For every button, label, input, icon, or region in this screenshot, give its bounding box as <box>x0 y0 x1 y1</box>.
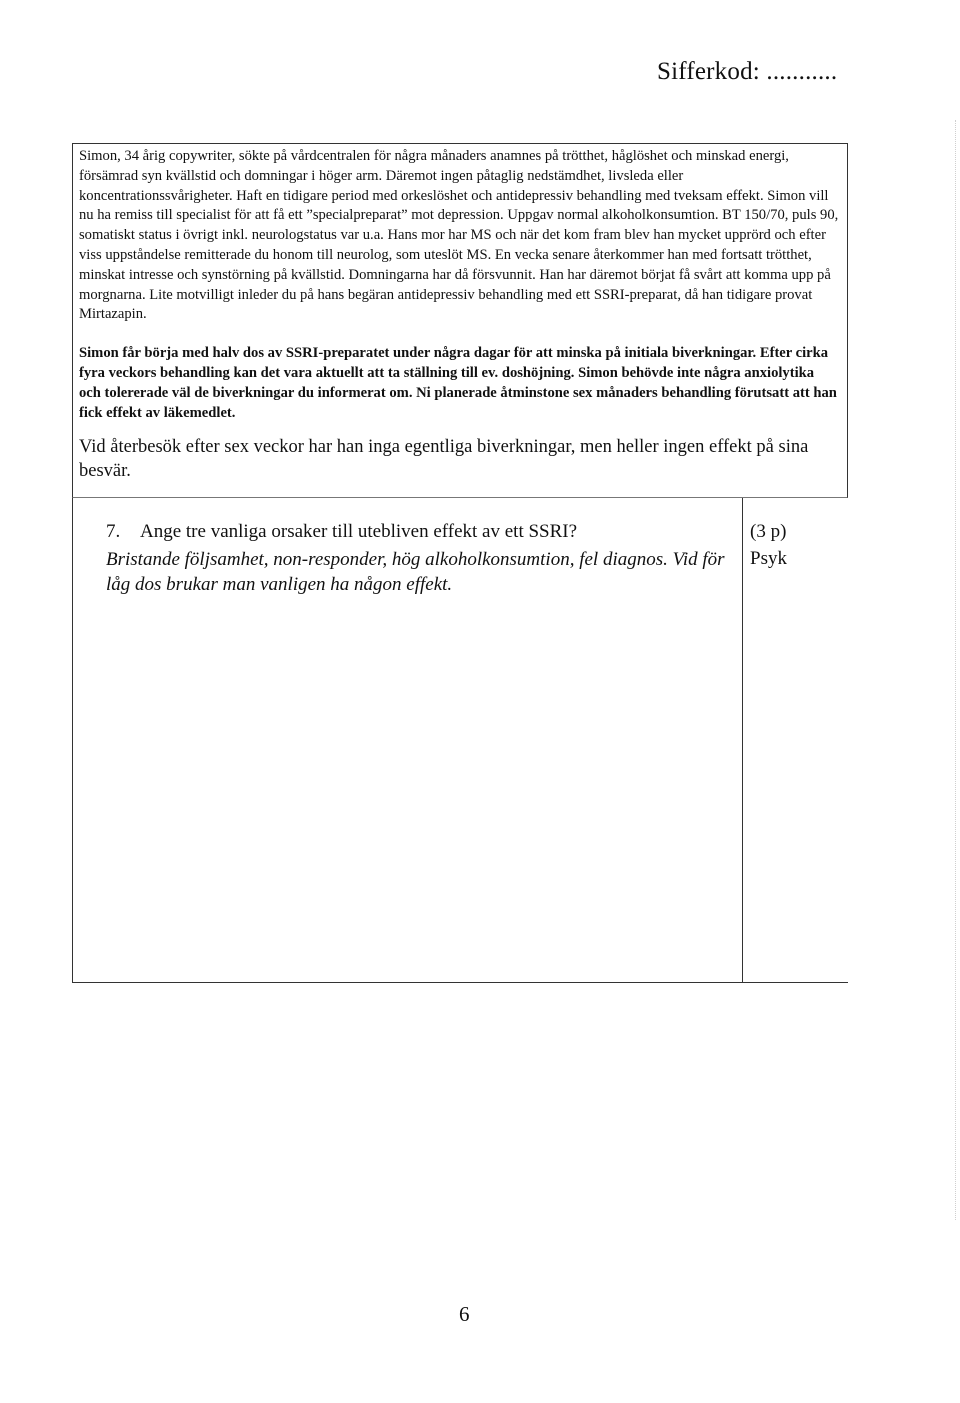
question-points: (3 p) <box>750 521 787 542</box>
sifferkod-label: Sifferkod: ........... <box>657 58 838 85</box>
case-paragraph-history: Simon, 34 årig copywriter, sökte på vårdcentralen för några månaders anamnes på trötthet, håglöshet och minskad energi, försämrad syn kvällstid och domningar i höger arm. Däremot ingen påtaglig nedstämdhet, livsleda eller koncentrationssvårigheter. Haft en tidigare period med orkeslöshet och antidepressiv behandling med tveksam effekt. Simon vill nu ha remiss till specialist för att få ett ”specialpreparat” mot depression. Uppgav normal alkoholkonsumtion. BT 150/70, puls 90, somatiskt status i övrigt inkl. neurologstatus var u.a. Hans mor har MS och när det kom fram blev han mycket upprörd och efter viss uppståndelse remitterade du honom till neurolog, som uteslöt MS. En vecka senare återkommer han med fortsatt trötthet, minskat intresse och synstörning på kvällstid. Domningarna har då försvunnit. Han har däremot börjat få svårt att komma upp på morgnarna. Lite motvilligt inleder du på hans begäran antidepressiv behandling med ett SSRI-preparat, då han tidigare provat Mirtazapin. <box>79 148 839 323</box>
page-number: 6 <box>459 1302 470 1326</box>
case-paragraph-treatment: Simon får börja med halv dos av SSRI-preparatet under några dagar för att minska på initiala biverkningar. Efter cirka fyra veckors behandling kan det vara aktuellt att ta ställning till ev. doshöjning. Simon behövde inte några anxiolytika och tolererade väl de biverkningar du informerat om. Ni planerade åtminstone sex månaders behandling förutsatt att han fick effekt av läkemedlet. <box>79 345 837 421</box>
question-text: Ange tre vanliga orsaker till utebliven effekt av ett SSRI? <box>140 521 578 542</box>
question-subject: Psyk <box>750 548 787 569</box>
question-7 <box>106 520 736 544</box>
case-description-box <box>72 143 848 498</box>
case-paragraph-followup: Vid återbesök efter sex veckor har han inga egentliga biverkningar, men heller ingen effekt på sina besvär. <box>79 437 809 482</box>
answer-text: Bristande följsamhet, non-responder, hög alkoholkonsumtion, fel diagnos. Vid för låg dos brukar man vanligen ha någon effekt. <box>106 549 725 595</box>
points-column-divider <box>742 498 743 983</box>
scan-edge-artifact <box>954 120 956 1220</box>
question-number: 7. <box>106 521 121 542</box>
